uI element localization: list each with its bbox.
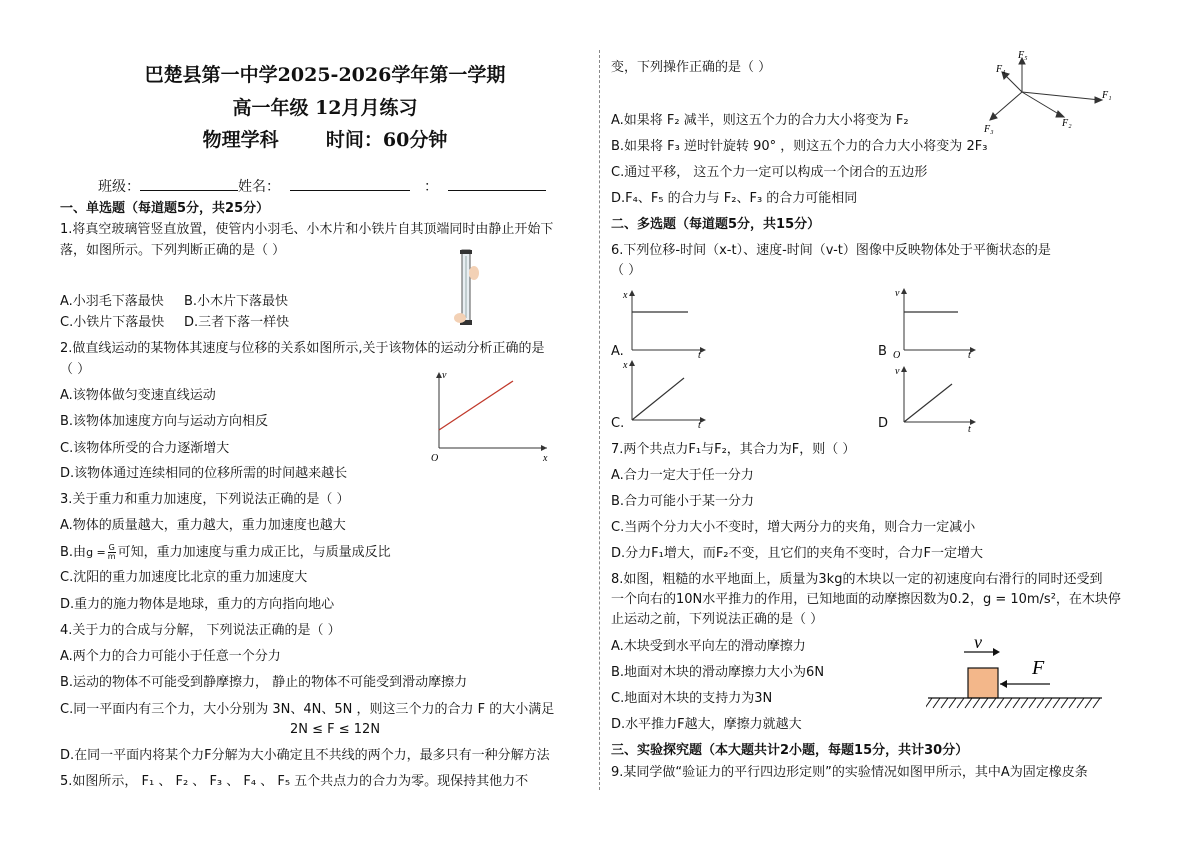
q6-a-axis-t: t	[698, 350, 701, 358]
q5-option-c[interactable]: C.通过平移， 这五个力一定可以构成一个闭合的五边形	[611, 165, 928, 180]
column-divider	[599, 50, 600, 790]
q2-velocity-displacement-graph	[425, 368, 555, 464]
q3-fraction-den: m	[107, 552, 116, 561]
q2-origin-label: O	[431, 453, 439, 464]
q6-d-axis-t: t	[968, 424, 971, 434]
exam-subtitle: 高一年级 12月月练习	[232, 97, 418, 119]
q5-force-diagram	[978, 48, 1118, 140]
student-info-line	[98, 177, 546, 195]
q4-option-b[interactable]: B.运动的物体不可能受到静摩擦力， 静止的物体不可能受到滑动摩擦力	[60, 675, 468, 690]
ground-hatch-line	[926, 698, 932, 708]
section-single-choice: 一、单选题（每道题5分，共25分）	[60, 201, 270, 216]
q4-option-c-range: 2N ≤ F ≤ 12N	[290, 722, 381, 737]
q3-option-b-text: 可知，重力加速度与重力成正比，与质量成反比	[117, 545, 391, 560]
q6-graph-d	[890, 362, 980, 434]
ground-hatch-line	[1077, 698, 1084, 708]
q3-option-d[interactable]: D.重力的施力物体是地球，重力的方向指向地心	[60, 597, 335, 612]
q8-option-d[interactable]: D.水平推力F越大，摩擦力就越大	[611, 717, 802, 732]
q8-stem-line2: 一个向右的10N水平推力的作用，已知地面的动摩擦因数为0.2，g = 10m/s²，在木块停	[611, 592, 1121, 607]
name-label: 姓名：	[238, 179, 280, 195]
q6-option-c-label[interactable]: C.	[611, 416, 625, 431]
q4-option-a[interactable]: A.两个力的合力可能小于任意一个分力	[60, 649, 281, 664]
q1-stem-line2: 落，如图所示。下列判断正确的是（ ）	[60, 243, 286, 258]
ground-hatch-line	[1045, 698, 1052, 708]
ground-hatch-line	[1085, 698, 1092, 708]
ground-hatch-line	[957, 698, 964, 708]
ground-hatch-line	[981, 698, 988, 708]
q1-glass-tube-figure	[452, 248, 482, 328]
q2-option-a[interactable]: A.该物体做匀变速直线运动	[60, 388, 216, 403]
q3-option-b[interactable]	[60, 544, 391, 561]
ground-hatch-line	[1061, 698, 1068, 708]
extra-label: ：	[424, 179, 438, 195]
ground-hatch-line	[965, 698, 972, 708]
q6-b-axis-t: t	[968, 350, 971, 360]
q2-option-b[interactable]: B.该物体加速度方向与运动方向相反	[60, 414, 269, 429]
ground-hatch-line	[1029, 698, 1036, 708]
q3-fraction-num: G	[108, 543, 115, 552]
q6-c-axis-x: x	[623, 360, 628, 371]
q3-option-b-prefix: B.由	[60, 545, 87, 560]
q1-option-a[interactable]: A.小羽毛下落最快	[60, 294, 164, 309]
q5-f2-label: F₂	[1062, 118, 1072, 129]
q4-option-c[interactable]: C.同一平面内有三个力，大小分别为 3N、4N、5N ，则这三个力的合力 F 的大小满足	[60, 702, 555, 717]
ground-hatch-line	[1053, 698, 1060, 708]
q4-stem: 4.关于力的合成与分解， 下列说法正确的是（ ）	[60, 623, 341, 638]
q5-f5-label: F₅	[1018, 50, 1028, 61]
extra-field[interactable]	[448, 177, 546, 191]
ground-hatch-line	[973, 698, 980, 708]
q7-option-d[interactable]: D.分力F₁增大，而F₂不变，且它们的夹角不变时，合力F一定增大	[611, 546, 983, 561]
q6-graph-c	[622, 356, 712, 428]
q2-axis-x-label: x	[543, 453, 548, 464]
q8-option-b[interactable]: B.地面对木块的滑动摩擦力大小为6N	[611, 665, 825, 680]
q2-stem-line2: （ ）	[60, 362, 91, 377]
q6-stem-line1: 6.下列位移-时间（x-t）、速度-时间（v-t）图像中反映物体处于平衡状态的是	[611, 243, 1051, 258]
ground-hatch-line	[989, 698, 996, 708]
exam-title: 巴楚县第一中学2025-2026学年第一学期	[144, 64, 506, 86]
q5-option-d[interactable]: D.F₄、F₅ 的合力与 F₂、F₃ 的合力可能相同	[611, 191, 858, 206]
q8-stem-line3: 止运动之前，下列说法正确的是（ ）	[611, 612, 824, 627]
q9-stem: 9.某同学做“验证力的平行四边形定则”的实验情况如图甲所示，其中A为固定橡皮条	[611, 765, 1088, 780]
ground-hatch-line	[1013, 698, 1020, 708]
q6-stem-line2: （ ）	[611, 263, 642, 278]
q6-graph-a	[622, 286, 712, 358]
exam-subject-time	[60, 125, 590, 152]
q5-option-a[interactable]: A.如果将 F₂ 减半，则这五个力的合力大小将变为 F₂	[611, 113, 909, 128]
q6-c-axis-t: t	[698, 420, 701, 428]
q1-option-c[interactable]: C.小铁片下落最快	[60, 315, 165, 330]
time-label: 时间：60分钟	[325, 129, 448, 151]
q8-option-c[interactable]: C.地面对木块的支持力为3N	[611, 691, 773, 706]
q3-option-c[interactable]: C.沈阳的重力加速度比北京的重力加速度大	[60, 570, 308, 585]
q3-option-a[interactable]: A.物体的质量越大，重力越大，重力加速度也越大	[60, 518, 346, 533]
q5-f3-label: F₃	[984, 124, 994, 135]
ground-hatch-line	[1037, 698, 1044, 708]
q3-formula-g: g =	[86, 546, 106, 559]
q1-stem-line1: 1.将真空玻璃管竖直放置，使管内小羽毛、小木片和小铁片自其顶端同时由静止开始下	[60, 222, 554, 237]
q6-option-a-label[interactable]: A.	[611, 344, 624, 359]
q6-a-axis-x: x	[623, 290, 628, 301]
q6-option-d-label[interactable]: D	[878, 416, 889, 431]
q3-stem: 3.关于重力和重力加速度，下列说法正确的是（ ）	[60, 492, 350, 507]
class-label: 班级：	[98, 179, 140, 195]
q7-option-a[interactable]: A.合力一定大于任一分力	[611, 468, 754, 483]
q5-stem-line2: 变，下列操作正确的是（ ）	[611, 60, 772, 75]
q3-formula-fraction	[108, 544, 116, 561]
q2-stem-line1: 2.做直线运动的某物体其速度与位移的关系如图所示,关于该物体的运动分析正确的是	[60, 341, 545, 356]
q2-axis-v-label: v	[442, 370, 447, 381]
q5-stem-line1: 5.如图所示， F₁ 、 F₂ 、 F₃ 、 F₄ 、 F₅ 五个共点力的合力为零。现保持其他力不	[60, 774, 529, 789]
ground-hatch-line	[1005, 698, 1012, 708]
ground-hatch-line	[1069, 698, 1076, 708]
q8-stem-line1: 8.如图，粗糙的水平地面上，质量为3kg的木块以一定的初速度向右滑行的同时还受到	[611, 572, 1103, 587]
q5-f1-label: F₁	[1102, 90, 1112, 101]
q6-graph-b	[890, 284, 980, 360]
q5-f4-label: F₄	[996, 64, 1006, 75]
section-experiment: 三、实验探究题（本大题共计2小题，每题15分，共计30分）	[611, 743, 969, 758]
ground-hatch-line	[941, 698, 948, 708]
ground-hatch-line	[933, 698, 940, 708]
name-field[interactable]	[290, 177, 410, 191]
q8-force-label: F	[1032, 657, 1045, 679]
q2-option-c[interactable]: C.该物体所受的合力逐渐增大	[60, 441, 230, 456]
ground-hatch-line	[1093, 698, 1100, 708]
q5-option-b[interactable]: B.如果将 F₃ 逆时针旋转 90° ，则这五个力的合力大小将变为 2F₃	[611, 139, 988, 154]
q1-option-b[interactable]: B.小木片下落最快	[184, 294, 289, 309]
q4-option-d[interactable]: D.在同一平面内将某个力F分解为大小确定且不共线的两个力，最多只有一种分解方法	[60, 748, 550, 763]
q2-option-d[interactable]: D.该物体通过连续相同的位移所需的时间越来越长	[60, 466, 348, 481]
q8-block-figure	[926, 636, 1106, 716]
q6-b-axis-v: v	[895, 288, 900, 299]
q7-option-b[interactable]: B.合力可能小于某一分力	[611, 494, 755, 509]
q6-b-origin: O	[893, 350, 901, 360]
subject-label: 物理学科	[202, 129, 279, 151]
q7-option-c[interactable]: C.当两个分力大小不变时，增大两分力的夹角，则合力一定减小	[611, 520, 976, 535]
q7-stem: 7.两个共点力F₁与F₂，其合力为F，则（ ）	[611, 442, 856, 457]
q8-option-a[interactable]: A.木块受到水平向左的滑动摩擦力	[611, 639, 806, 654]
ground-hatch-line	[997, 698, 1004, 708]
ground-hatch-line	[949, 698, 956, 708]
q8-velocity-label: v	[974, 636, 982, 652]
section-multiple-choice: 二、多选题（每道题5分，共15分）	[611, 217, 821, 232]
class-field[interactable]	[140, 177, 238, 191]
q6-option-b-label[interactable]: B	[878, 344, 887, 359]
ground-hatch-line	[1021, 698, 1028, 708]
q1-option-d[interactable]: D.三者下落一样快	[184, 315, 290, 330]
q6-d-axis-v: v	[895, 366, 900, 377]
